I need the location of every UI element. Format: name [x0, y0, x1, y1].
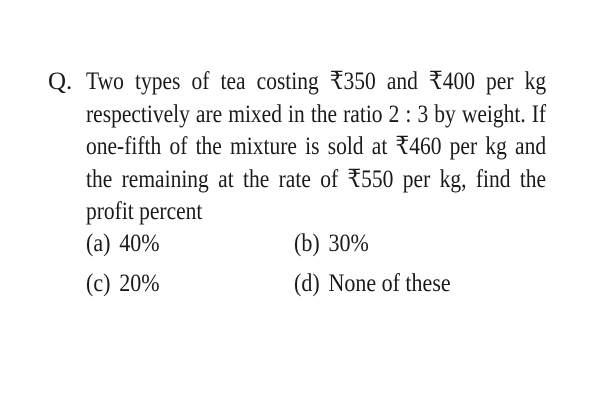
option-a-text: 40% — [119, 230, 160, 257]
question-label: Q. — [48, 68, 73, 95]
option-b[interactable] — [294, 228, 369, 260]
option-b-text: 30% — [328, 230, 369, 257]
option-c-text: 20% — [119, 270, 160, 297]
option-d[interactable] — [294, 268, 451, 300]
option-d-tag: (d) — [294, 270, 320, 297]
option-d-text: None of these — [328, 270, 451, 297]
option-c-tag: (c) — [86, 270, 111, 297]
option-b-tag: (b) — [294, 230, 320, 257]
question-text: Two types of tea costing ₹350 and ₹400 per kg respectively are mixed in the ratio 2 : 3 by weight. If one-fifth of the mixture is sold at ₹460 per kg and the remaining at the rate of ₹550 per kg, find the profit percent — [86, 68, 547, 225]
option-a-tag: (a) — [86, 230, 111, 257]
option-c[interactable] — [86, 268, 160, 300]
option-a[interactable] — [86, 228, 160, 260]
